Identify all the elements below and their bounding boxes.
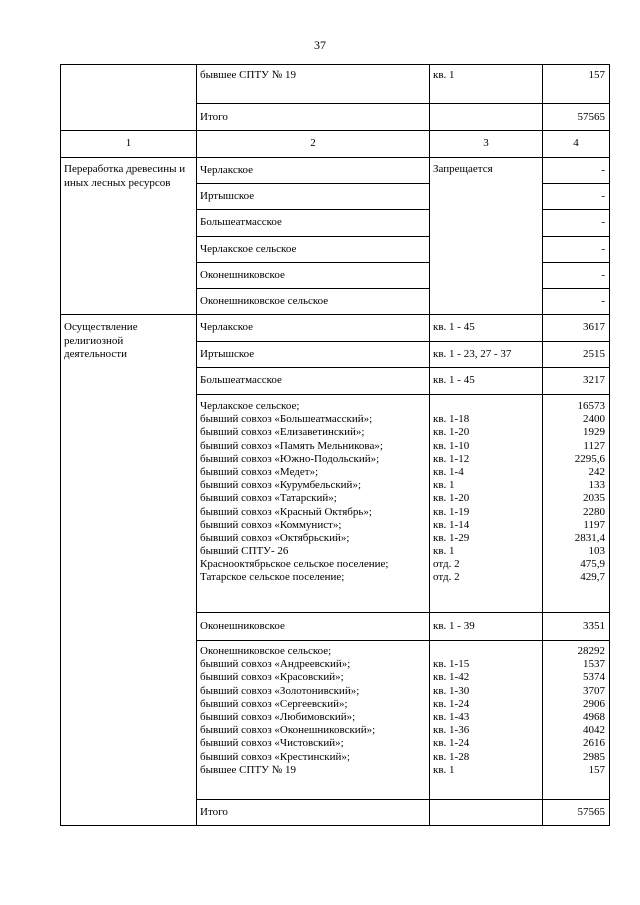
okon-item-value: 28292 [577,645,605,657]
okon-item-name: бывший совхоз «Сергеевский»; [200,697,348,710]
line-bottom [60,825,610,826]
cherlak-item-value: 133 [588,479,605,492]
okon-row-block: кв. 1 - 39 [433,620,475,632]
okon-item-value: 2616 [583,737,605,750]
line [542,209,610,210]
okon-item-block: кв. 1-15 [433,658,470,671]
okon-row-value: 3351 [583,620,605,632]
religion-title: Осуществление религиозной деятельности [64,321,138,360]
okon-item-name: бывший совхоз «Чистовский»; [200,737,344,750]
okon-item-value: 3707 [583,684,605,697]
header-col-2: 2 [310,137,316,149]
wood-row-name: Черлакское [200,164,254,176]
cherlak-item-value: 103 [588,545,605,558]
line [196,236,430,237]
line [542,262,610,263]
cherlak-item-name: бывший совхоз «Елизаветинский»; [200,426,365,439]
wood-row-value: - [601,295,605,307]
wood-row-name: Иртышское [200,190,255,202]
okon-item-value: 1537 [583,658,605,671]
col-divider-3 [429,64,430,826]
okon-group-values [545,645,605,777]
cherlak-item-name: бывший совхоз «Память Мельникова»; [200,439,383,452]
okon-item-block: кв. 1-36 [433,724,470,737]
page-number: 37 [314,38,326,52]
wood-status: Запрещается [433,163,493,175]
line [196,103,610,104]
line [196,640,610,641]
wood-row-name: Черлакское сельское [200,243,297,255]
total-label: Итого [200,806,228,818]
okon-group-blocks [433,645,469,777]
cherlak-item-block: кв. 1-20 [433,492,470,505]
religion-row-value: 3617 [583,321,605,333]
line [196,799,610,800]
cherlak-item-block [433,400,469,413]
cherlak-item-block: кв. 1 [433,545,455,558]
religion-row-block: кв. 1 - 45 [433,321,475,333]
border-right [609,64,610,826]
cherlak-item-value: 242 [588,465,605,478]
cherlak-item-value: 2295,6 [574,452,605,465]
header-col-4: 4 [573,137,579,149]
line [196,209,430,210]
okon-item-name: Оконешниковское сельское; [200,645,332,657]
okon-item-value: 2985 [583,750,605,763]
okon-item-name: бывший совхоз «Крестинский»; [200,750,350,763]
okon-item-block: кв. 1-24 [433,737,470,750]
cherlak-item-block: отд. 2 [433,558,460,571]
top-row1-value: 157 [588,69,605,81]
cherlak-item-name: бывший совхоз «Октябрьский»; [200,531,350,544]
religion-row-value: 2515 [583,348,605,360]
cherlak-item-block: кв. 1-19 [433,505,470,518]
cherlak-group-blocks [433,400,469,585]
cherlak-item-name: бывший совхоз «Татарский»; [200,492,337,505]
cherlak-item-value: 2280 [583,505,605,518]
okon-item-block: кв. 1-24 [433,697,470,710]
okon-item-name: бывший совхоз «Золотонивский»; [200,684,360,697]
cherlak-item-name: бывший совхоз «Курумбельский»; [200,479,362,492]
wood-row-value: - [601,164,605,176]
cherlak-item-value: 2035 [583,492,605,505]
cherlak-item-name: Татарское сельское поселение; [200,571,345,584]
cherlak-item-value: 16573 [577,400,605,412]
cherlak-item-block: кв. 1-4 [433,465,464,478]
cherlak-item-block: кв. 1-12 [433,452,470,465]
cherlak-item-name: бывший совхоз «Коммунист»; [200,518,342,531]
wood-row-value: - [601,216,605,228]
cherlak-item-block: кв. 1-10 [433,439,470,452]
cherlak-item-name: бывший совхоз «Красный Октябрь»; [200,505,372,518]
line [196,612,610,613]
col-divider-4 [542,64,543,826]
cherlak-item-block: кв. 1 [433,479,455,492]
wood-row-name: Большеатмасское [200,216,282,228]
wood-row-value: - [601,243,605,255]
line-top [60,64,610,65]
cherlak-item-block: кв. 1-20 [433,426,470,439]
okon-item-name: бывший совхоз «Любимовский»; [200,710,356,723]
col-divider-2 [196,64,197,826]
line [196,262,430,263]
header-col-1: 1 [125,137,132,149]
wood-row-value: - [601,190,605,202]
religion-row-block: кв. 1 - 45 [433,374,475,386]
wood-row-name: Оконешниковское сельское [200,295,329,307]
line [60,314,610,315]
okon-item-value: 157 [588,763,605,776]
line [542,183,610,184]
okon-item-block: кв. 1-42 [433,671,470,684]
cherlak-item-name: Краснооктябрьское сельское поселение; [200,558,389,571]
okon-item-value: 4042 [583,724,605,737]
okon-item-block: кв. 1-43 [433,710,470,723]
cherlak-group-names [200,400,388,585]
total-value: 57565 [577,806,605,818]
cherlak-item-block: кв. 1-18 [433,413,470,426]
line [60,130,610,131]
okon-item-name: бывшее СПТУ № 19 [200,763,296,776]
line [196,288,430,289]
okon-item-value: 5374 [583,671,605,684]
cherlak-item-name: бывший совхоз «Большеатмасский»; [200,413,373,426]
okon-item-block [433,645,469,658]
line [542,236,610,237]
okon-item-value: 4968 [583,710,605,723]
okon-item-block: кв. 1-28 [433,750,470,763]
border-left [60,64,61,826]
top-row1-block: кв. 1 [433,69,455,81]
header-col-3: 3 [483,137,489,149]
cherlak-item-block: кв. 1-14 [433,518,470,531]
cherlak-item-name: бывший совхоз «Медет»; [200,465,319,478]
religion-row-block: кв. 1 - 23, 27 - 37 [433,348,512,360]
cherlak-item-block: кв. 1-29 [433,531,470,544]
okon-row-name: Оконешниковское [200,620,285,632]
religion-row-name: Черлакское [200,321,254,333]
religion-row-value: 3217 [583,374,605,386]
religion-row-name: Большеатмасское [200,374,282,386]
okon-item-name: бывший совхоз «Оконешниковский»; [200,724,376,737]
cherlak-item-value: 429,7 [580,571,605,584]
wood-row-name: Оконешниковское [200,269,285,281]
line [542,288,610,289]
cherlak-item-block: отд. 2 [433,571,460,584]
cherlak-item-value: 1127 [583,439,605,452]
cherlak-item-name: бывший СПТУ- 26 [200,545,289,558]
okon-item-name: бывший совхоз «Андреевский»; [200,658,351,671]
line [196,183,430,184]
cherlak-item-value: 2400 [583,413,605,426]
cherlak-item-value: 1929 [583,426,605,439]
cherlak-group-values [545,400,605,585]
wood-title: Переработка древесины и иных лесных ресурсов [64,163,186,189]
cherlak-item-value: 1197 [583,518,605,531]
wood-row-value: - [601,269,605,281]
okon-item-name: бывший совхоз «Красовский»; [200,671,344,684]
line [196,367,610,368]
cherlak-item-name: Черлакское сельское; [200,400,300,412]
cherlak-item-name: бывший совхоз «Южно-Подольский»; [200,452,380,465]
line [60,157,610,158]
line [196,341,610,342]
okon-item-value: 2906 [583,697,605,710]
okon-item-block: кв. 1-30 [433,684,470,697]
religion-row-name: Иртышское [200,348,255,360]
top-total-label: Итого [200,111,228,123]
okon-item-block: кв. 1 [433,763,455,776]
okon-group-names [200,645,375,777]
top-total-value: 57565 [577,111,605,123]
cherlak-item-value: 2831,4 [574,531,605,544]
top-row1-item: бывшее СПТУ № 19 [200,69,296,81]
line [196,394,610,395]
cherlak-item-value: 475,9 [580,558,605,571]
